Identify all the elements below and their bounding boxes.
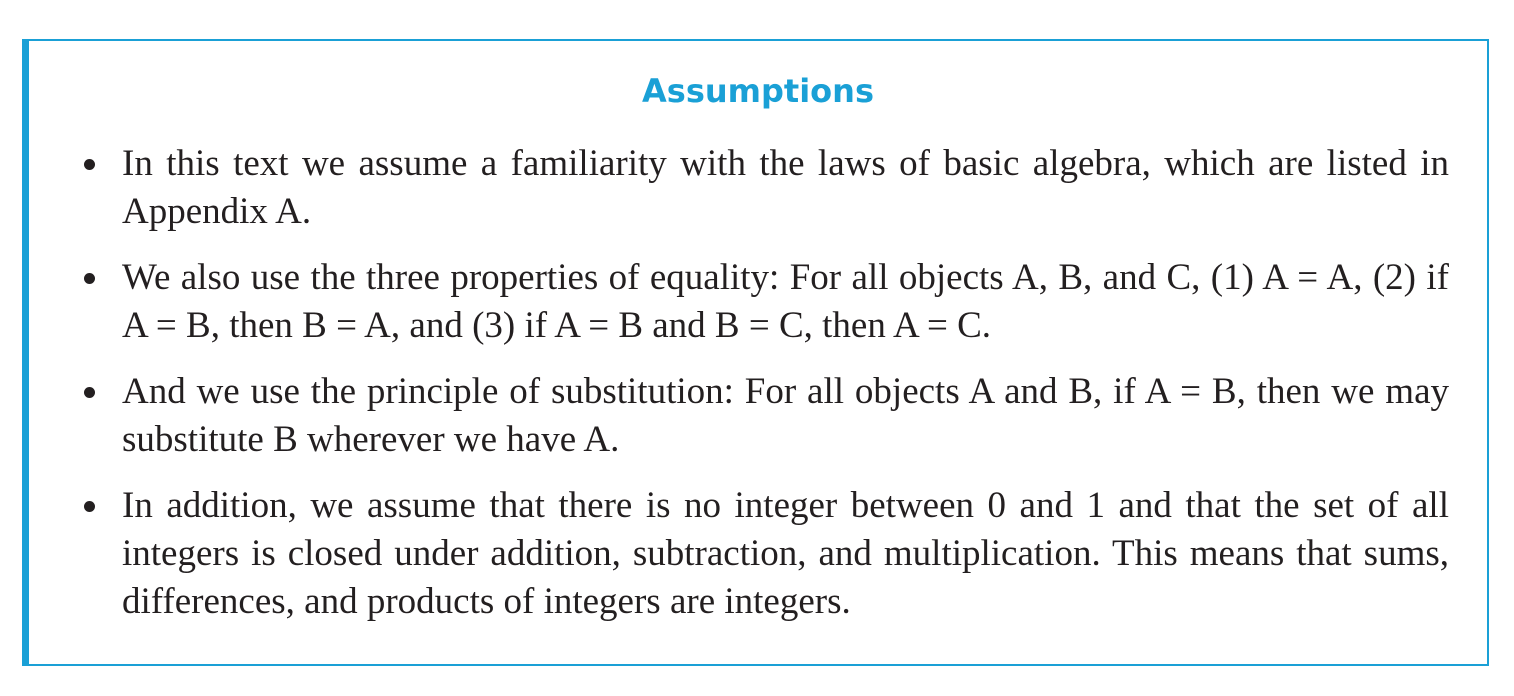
- assumptions-box: [22, 39, 1489, 666]
- bullet-icon: [84, 159, 95, 170]
- list-item: [84, 482, 1449, 626]
- list-item-text: We also use the three properties of equality: For all objects A, B, and C, (1) A = A, (2) if A = B, then B = A, and (3) if A = B and B = C, then A = C.: [122, 257, 1449, 346]
- box-title: Assumptions: [642, 72, 874, 110]
- list-item-text: And we use the principle of substitution: For all objects A and B, if A = B, then we may substitute B wherever we have A.: [122, 371, 1449, 460]
- assumptions-list: [84, 140, 1449, 644]
- list-item: [84, 254, 1449, 350]
- list-item-text: In addition, we assume that there is no integer between 0 and 1 and that the set of all integers is closed under addition, subtraction, and multiplication. This means that sums, differences, and products of integers are integers.: [122, 485, 1449, 622]
- bullet-icon: [84, 501, 95, 512]
- list-item: [84, 140, 1449, 236]
- bullet-icon: [84, 387, 95, 398]
- list-item: [84, 368, 1449, 464]
- bullet-icon: [84, 273, 95, 284]
- list-item-text: In this text we assume a familiarity with the laws of basic algebra, which are listed in Appendix A.: [122, 143, 1449, 232]
